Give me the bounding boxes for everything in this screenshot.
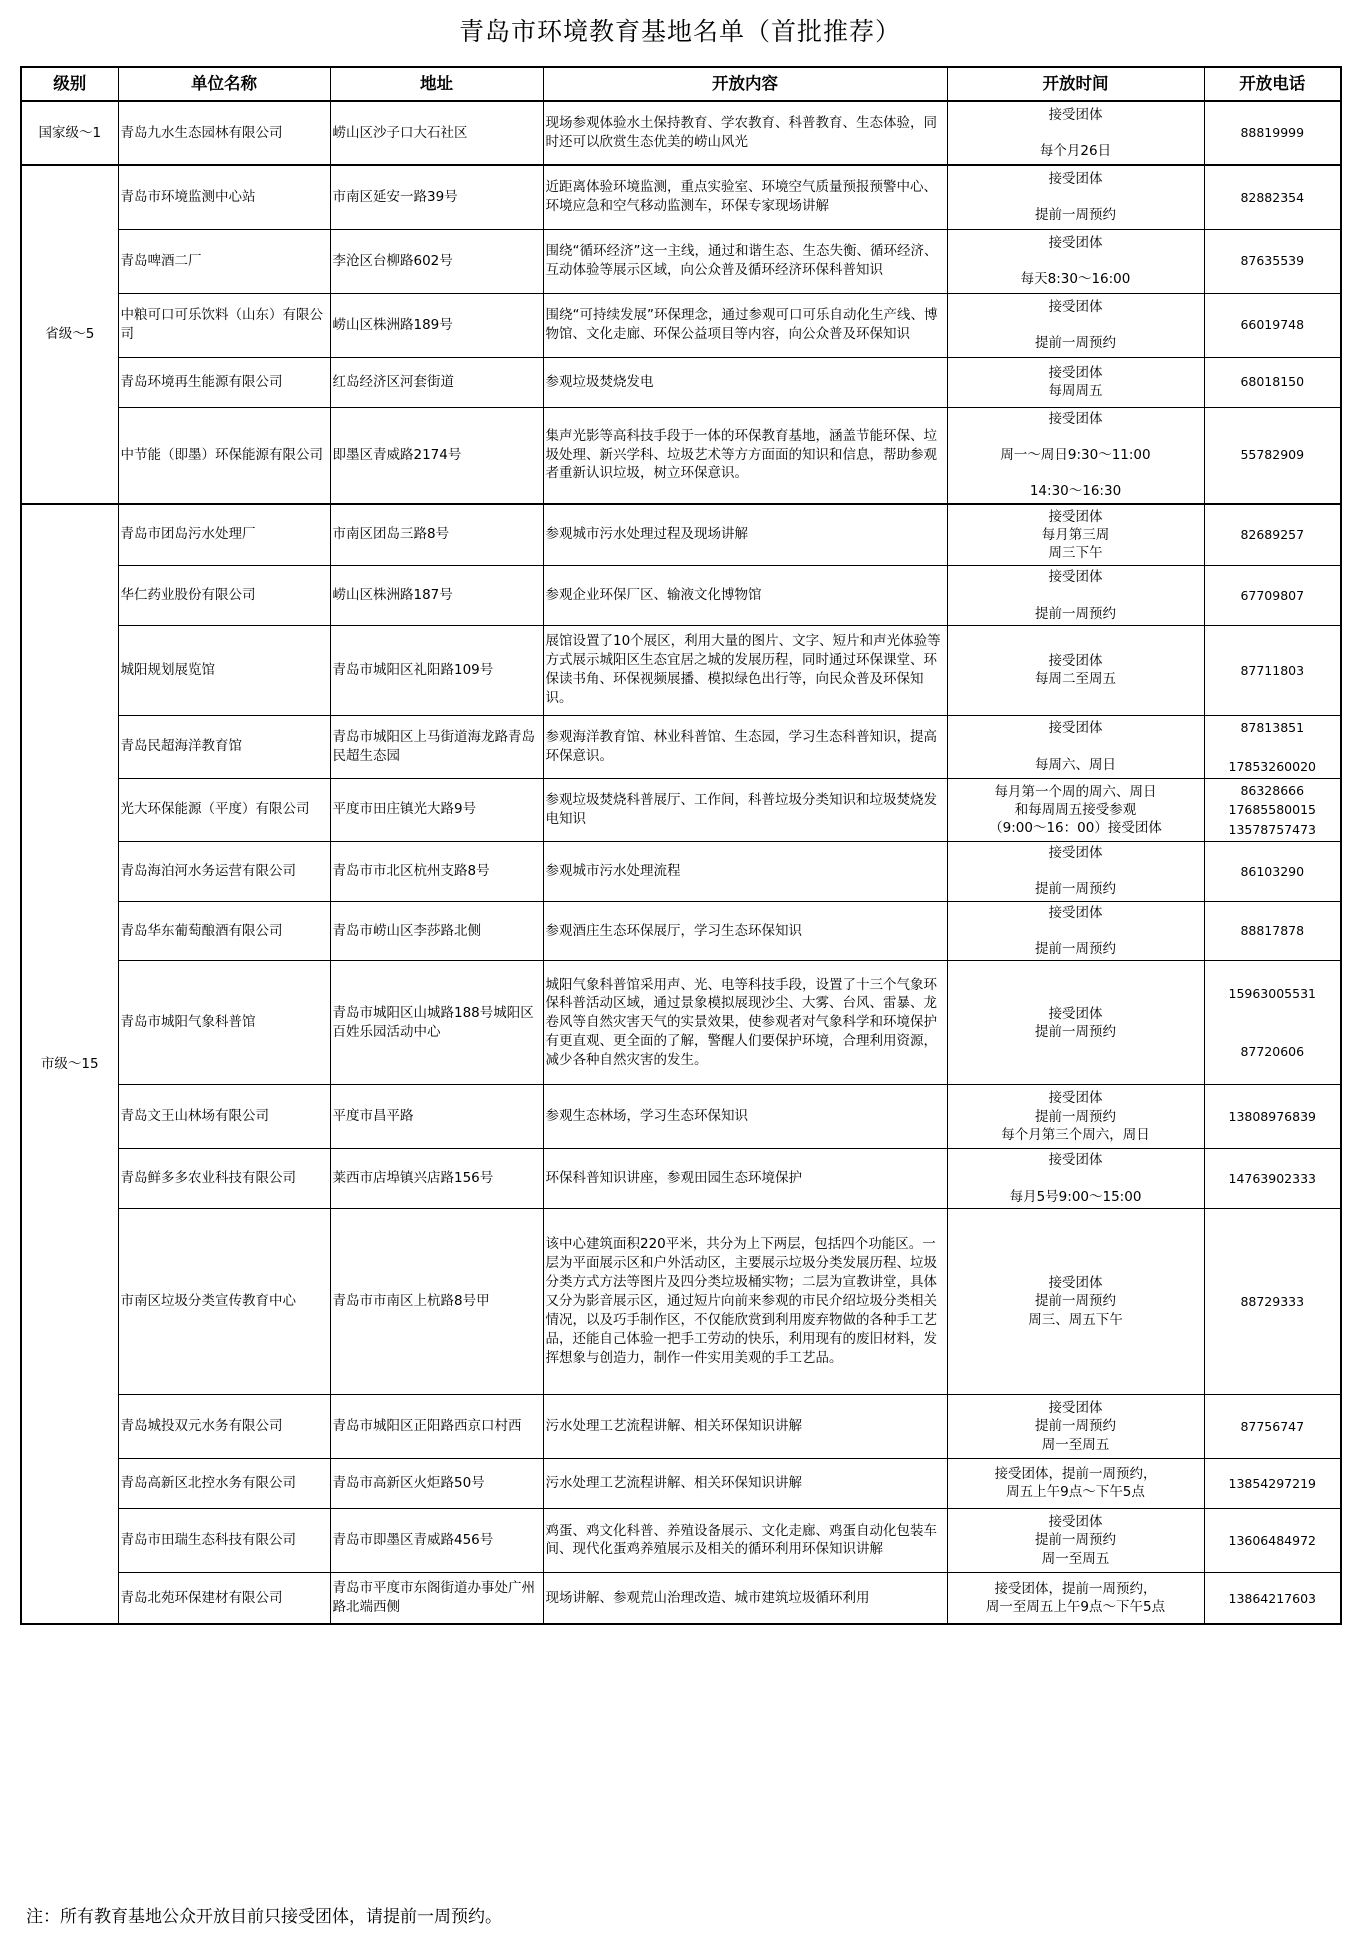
address-cell <box>330 101 543 165</box>
open-time-cell <box>947 901 1204 961</box>
table-row <box>21 566 1341 626</box>
unit-name-cell <box>118 1508 330 1572</box>
phone-cell-text: 87756747 <box>1240 1418 1305 1434</box>
unit-name-cell-text: 青岛环境再生能源有限公司 <box>120 373 283 390</box>
open-time-cell-text: 接受团体 提前一周预约 <box>1035 904 1116 958</box>
phone-cell <box>1204 901 1341 961</box>
unit-name-cell-text: 青岛市田瑞生态科技有限公司 <box>120 1532 296 1549</box>
table-row <box>21 1394 1341 1458</box>
open-time-cell-text: 接受团体，提前一周预约， 周五上午9点～下午5点 <box>994 1466 1157 1501</box>
open-time-cell <box>947 1208 1204 1394</box>
content-cell <box>543 101 947 165</box>
content-cell-text: 参观企业环保厂区、输液文化博物馆 <box>545 586 762 603</box>
open-time-cell <box>947 715 1204 778</box>
table-row <box>21 1149 1341 1209</box>
phone-cell <box>1204 625 1341 715</box>
open-time-cell <box>947 165 1204 229</box>
address-cell <box>330 1149 543 1209</box>
phone-cell-text: 15963005531 87720606 <box>1228 986 1316 1060</box>
unit-name-cell <box>118 1208 330 1394</box>
content-cell-text: 城阳气象科普馆采用声、光、电等科技手段，设置了十三个气象环保科普活动区域，通过景象模拟展现沙尘、大雾、台风、雷暴、龙卷风等自然灾害天气的实景效果，使参观者对气象科学和环境保护有更直观、更全面的了解，警醒人们要保护环境，合理利用资源，减少各种自然灾害的发生。 <box>545 976 937 1069</box>
header-content: 开放内容 <box>543 67 947 101</box>
unit-name-cell <box>118 842 330 902</box>
address-cell-text: 崂山区株洲路187号 <box>332 586 453 603</box>
address-cell <box>330 625 543 715</box>
phone-cell <box>1204 1572 1341 1624</box>
address-cell <box>330 778 543 841</box>
content-cell <box>543 842 947 902</box>
content-cell-text: 参观酒庄生态环保展厅，学习生态环保知识 <box>545 922 802 939</box>
content-cell <box>543 1208 947 1394</box>
content-cell <box>543 1394 947 1458</box>
unit-name-cell <box>118 715 330 778</box>
footnote: 注：所有教育基地公众开放目前只接受团体，请提前一周预约。 <box>26 1907 502 1927</box>
open-time-cell <box>947 1508 1204 1572</box>
open-time-cell <box>947 842 1204 902</box>
table-row <box>21 1085 1341 1149</box>
phone-cell-text: 55782909 <box>1240 447 1305 463</box>
address-cell-text: 市南区延安一路39号 <box>332 188 458 205</box>
unit-name-cell <box>118 1085 330 1149</box>
unit-name-cell-text: 青岛文王山林场有限公司 <box>120 1108 269 1125</box>
content-cell <box>543 229 947 293</box>
phone-cell <box>1204 165 1341 229</box>
open-time-cell <box>947 1085 1204 1149</box>
content-cell <box>543 1149 947 1209</box>
content-cell <box>543 625 947 715</box>
open-time-cell-text: 接受团体 提前一周预约 周一至周五 <box>1035 1400 1116 1453</box>
address-cell-text: 青岛市平度市东阁街道办事处广州路北端西侧 <box>332 1580 535 1616</box>
open-time-cell-text: 接受团体 每个月26日 <box>1039 106 1112 160</box>
unit-name-cell-text: 青岛九水生态园林有限公司 <box>120 124 283 141</box>
open-time-cell-text: 接受团体，提前一周预约， 周一至周五上午9点～下午5点 <box>985 1581 1166 1616</box>
content-cell <box>543 165 947 229</box>
level-cell: 市级～15 <box>21 504 118 1625</box>
open-time-cell-text: 接受团体 每周周五 <box>1048 364 1103 399</box>
address-cell-text: 青岛市城阳区正阳路西京口村西 <box>332 1418 522 1435</box>
open-time-cell-text: 接受团体 提前一周预约 <box>1035 1005 1116 1040</box>
unit-name-cell-text: 青岛华东葡萄酿酒有限公司 <box>120 922 283 939</box>
content-cell <box>543 504 947 566</box>
phone-cell-text: 68018150 <box>1240 374 1305 390</box>
address-cell-text: 市南区团岛三路8号 <box>332 526 450 543</box>
content-cell <box>543 1458 947 1508</box>
open-time-cell-text: 接受团体 每周二至周五 <box>1035 653 1116 688</box>
content-cell <box>543 1508 947 1572</box>
content-cell <box>543 1085 947 1149</box>
unit-name-cell <box>118 625 330 715</box>
content-cell-text: 集声光影等高科技手段于一体的环保教育基地，涵盖节能环保、垃圾处理、新兴学科、垃圾艺术等方方面面的知识和信息，帮助参观者重新认识垃圾，树立环保意识。 <box>545 427 937 482</box>
phone-cell-text: 13854297219 <box>1228 1475 1316 1491</box>
open-time-cell <box>947 778 1204 841</box>
open-time-cell-text: 接受团体 提前一周预约 <box>1035 569 1116 622</box>
table-row <box>21 293 1341 357</box>
table-row <box>21 1208 1341 1394</box>
phone-cell <box>1204 566 1341 626</box>
address-cell-text: 李沧区台柳路602号 <box>332 252 453 269</box>
unit-name-cell <box>118 566 330 626</box>
content-cell-text: 参观海洋教育馆、林业科普馆、生态园，学习生态科普知识，提高环保意识。 <box>545 728 937 764</box>
address-cell <box>330 1458 543 1508</box>
table-row <box>21 1458 1341 1508</box>
table-row <box>21 1508 1341 1572</box>
phone-cell-text: 87635539 <box>1240 253 1305 269</box>
content-cell-text: 鸡蛋、鸡文化科普、养殖设备展示、文化走廊、鸡蛋自动化包装车间、现代化蛋鸡养殖展示及相关的循环利用环保知识讲解 <box>545 1522 937 1558</box>
phone-cell <box>1204 229 1341 293</box>
content-cell-text: 现场参观体验水土保持教育、学农教育、科普教育、生态体验，同时还可以欣赏生态优美的崂山风光 <box>545 115 937 150</box>
unit-name-cell <box>118 1572 330 1624</box>
address-cell-text: 莱西市店埠镇兴店路156号 <box>332 1170 494 1187</box>
open-time-cell <box>947 1149 1204 1209</box>
phone-cell-text: 82689257 <box>1240 527 1305 543</box>
phone-cell <box>1204 715 1341 778</box>
address-cell-text: 青岛市市南区上杭路8号甲 <box>332 1293 490 1310</box>
phone-cell-text: 82882354 <box>1240 189 1305 205</box>
unit-name-cell-text: 青岛民超海洋教育馆 <box>120 738 242 755</box>
address-cell <box>330 901 543 961</box>
content-cell-text: 参观城市污水处理流程 <box>545 862 681 879</box>
address-cell-text: 青岛市城阳区礼阳路109号 <box>332 661 494 678</box>
content-cell-text: 现场讲解、参观荒山治理改造、城市建筑垃圾循环利用 <box>545 1589 870 1606</box>
level-cell: 省级～5 <box>21 165 118 504</box>
header-phone: 开放电话 <box>1204 67 1341 101</box>
address-cell <box>330 1085 543 1149</box>
address-cell <box>330 504 543 566</box>
phone-cell-text: 88819999 <box>1240 125 1305 141</box>
unit-name-cell-text: 城阳规划展览馆 <box>120 661 215 678</box>
address-cell-text: 青岛市市北区杭州支路8号 <box>332 862 490 879</box>
table-row <box>21 778 1341 841</box>
table-row <box>21 961 1341 1085</box>
phone-cell-text: 13606484972 <box>1228 1532 1316 1548</box>
table-row <box>21 101 1341 165</box>
open-time-cell <box>947 1572 1204 1624</box>
address-cell <box>330 566 543 626</box>
phone-cell-text: 87711803 <box>1240 662 1305 678</box>
table-row <box>21 407 1341 504</box>
open-time-cell <box>947 1458 1204 1508</box>
phone-cell <box>1204 101 1341 165</box>
content-cell-text: 参观城市污水处理过程及现场讲解 <box>545 526 748 543</box>
address-cell <box>330 961 543 1085</box>
phone-cell <box>1204 778 1341 841</box>
address-cell-text: 青岛市即墨区青威路456号 <box>332 1532 494 1549</box>
open-time-cell-text: 接受团体 提前一周预约 周三、周五下午 <box>1028 1275 1123 1328</box>
address-cell <box>330 407 543 504</box>
table-body <box>21 101 1341 1624</box>
open-time-cell <box>947 407 1204 504</box>
content-cell-text: 参观垃圾焚烧发电 <box>545 373 654 390</box>
address-cell-text: 平度市田庄镇光大路9号 <box>332 801 477 818</box>
phone-cell <box>1204 1208 1341 1394</box>
header-level: 级别 <box>21 67 118 101</box>
open-time-cell-text: 每月第一个周的周六、周日 和每周周五接受参观 （9:00～16：00）接受团体 <box>989 783 1162 837</box>
table-row <box>21 504 1341 566</box>
unit-name-cell <box>118 101 330 165</box>
unit-name-cell-text: 青岛市城阳气象科普馆 <box>120 1014 256 1031</box>
table-row <box>21 715 1341 778</box>
table-row <box>21 842 1341 902</box>
phone-cell-text: 67709807 <box>1240 587 1305 603</box>
phone-cell <box>1204 1149 1341 1209</box>
open-time-cell <box>947 625 1204 715</box>
content-cell-text: 近距离体验环境监测，重点实验室、环境空气质量预报预警中心、环境应急和空气移动监测车，环保专家现场讲解 <box>545 179 937 215</box>
phone-cell <box>1204 842 1341 902</box>
address-cell <box>330 293 543 357</box>
table-row <box>21 165 1341 229</box>
content-cell <box>543 407 947 504</box>
address-cell <box>330 842 543 902</box>
phone-cell-text: 13808976839 <box>1228 1109 1316 1125</box>
phone-cell-text: 13864217603 <box>1228 1590 1316 1606</box>
content-cell <box>543 293 947 357</box>
unit-name-cell <box>118 901 330 961</box>
table-row <box>21 901 1341 961</box>
phone-cell-text: 87813851 17853260020 <box>1228 719 1316 774</box>
open-time-cell-text: 接受团体 提前一周预约 周一至周五 <box>1035 1514 1116 1567</box>
unit-name-cell <box>118 229 330 293</box>
content-cell-text: 污水处理工艺流程讲解、相关环保知识讲解 <box>545 1475 802 1492</box>
address-cell-text: 崂山区沙子口大石社区 <box>332 124 468 141</box>
address-cell <box>330 715 543 778</box>
table-row <box>21 229 1341 293</box>
unit-name-cell-text: 青岛啤酒二厂 <box>120 252 202 269</box>
address-cell-text: 青岛市崂山区李莎路北侧 <box>332 922 481 939</box>
open-time-cell <box>947 1394 1204 1458</box>
open-time-cell-text: 接受团体 每月5号9:00～15:00 <box>1009 1152 1142 1205</box>
unit-name-cell <box>118 961 330 1085</box>
phone-cell-text: 88729333 <box>1240 1293 1305 1309</box>
open-time-cell <box>947 229 1204 293</box>
unit-name-cell-text: 青岛市环境监测中心站 <box>120 188 256 205</box>
address-cell-text: 青岛市城阳区山城路188号城阳区百姓乐园活动中心 <box>332 1004 534 1040</box>
unit-name-cell-text: 青岛海泊河水务运营有限公司 <box>120 862 296 879</box>
address-cell <box>330 1208 543 1394</box>
phone-cell-text: 14763902333 <box>1228 1170 1316 1186</box>
address-cell <box>330 165 543 229</box>
address-cell <box>330 1394 543 1458</box>
header-unit-name: 单位名称 <box>118 67 330 101</box>
phone-cell-text: 86328666 17685580015 13578757473 <box>1228 782 1316 837</box>
phone-cell <box>1204 1085 1341 1149</box>
open-time-cell-text: 接受团体 每周六、周日 <box>1035 720 1116 773</box>
unit-name-cell-text: 青岛北苑环保建材有限公司 <box>120 1589 283 1606</box>
open-time-cell <box>947 566 1204 626</box>
open-time-cell <box>947 101 1204 165</box>
open-time-cell-text: 接受团体 每月第三周 周三下午 <box>1041 508 1110 561</box>
unit-name-cell-text: 中节能（即墨）环保能源有限公司 <box>120 446 323 463</box>
address-cell <box>330 357 543 407</box>
content-cell-text: 参观生态林场，学习生态环保知识 <box>545 1108 748 1125</box>
unit-name-cell <box>118 1394 330 1458</box>
address-cell-text: 平度市昌平路 <box>332 1108 414 1125</box>
phone-cell <box>1204 504 1341 566</box>
unit-name-cell-text: 青岛鲜多多农业科技有限公司 <box>120 1170 296 1187</box>
phone-cell <box>1204 961 1341 1085</box>
unit-name-cell <box>118 504 330 566</box>
unit-name-cell-text: 青岛高新区北控水务有限公司 <box>120 1475 296 1492</box>
address-cell-text: 青岛市高新区火炬路50号 <box>332 1475 485 1492</box>
content-cell <box>543 715 947 778</box>
content-cell-text: 参观垃圾焚烧科普展厅、工作间，科普垃圾分类知识和垃圾焚烧发电知识 <box>545 792 937 827</box>
content-cell <box>543 901 947 961</box>
page-title: 青岛市环境教育基地名单（首批推荐） <box>458 17 901 46</box>
unit-name-cell <box>118 407 330 504</box>
open-time-cell <box>947 504 1204 566</box>
address-cell-text: 红岛经济区河套街道 <box>332 373 454 390</box>
unit-name-cell-text: 市南区垃圾分类宣传教育中心 <box>120 1293 296 1310</box>
phone-cell <box>1204 1508 1341 1572</box>
content-cell-text: 污水处理工艺流程讲解、相关环保知识讲解 <box>545 1418 802 1435</box>
content-cell-text: 该中心建筑面积220平米，共分为上下两层，包括四个功能区。一层为平面展示区和户外活动区，主要展示垃圾分类发展历程、垃圾分类方式方法等图片及四分类垃圾桶实物；二层为宣教讲堂，具体又分为影音展示区，通过短片向前来参观的市民介绍垃圾分类相关情况，以及巧手制作区，不仅能欣赏到利用废弃物做的各种手工艺品，还能自己体验一把手工劳动的快乐，利用现有的废旧材料，发挥想象与创造力，制作一件实用美观的手工艺品。 <box>545 1236 937 1366</box>
phone-cell <box>1204 357 1341 407</box>
phone-cell <box>1204 1458 1341 1508</box>
header-open-time: 开放时间 <box>947 67 1204 101</box>
content-cell <box>543 566 947 626</box>
phone-cell <box>1204 293 1341 357</box>
open-time-cell-text: 接受团体 周一～周日9:30～11:00 14:30～16:30 <box>1000 410 1151 500</box>
open-time-cell-text: 接受团体 提前一周预约 <box>1035 845 1116 898</box>
address-cell <box>330 1572 543 1624</box>
table-row <box>21 625 1341 715</box>
unit-name-cell-text: 中粮可口可乐饮料（山东）有限公司 <box>120 307 323 342</box>
content-cell-text: 展馆设置了10个展区，利用大量的图片、文字、短片和声光体验等方式展示城阳区生态宜居之城的发展历程，同时通过环保课堂、环保读书角、环保视频展播、模拟绿色出行等，向民众普及环保知识。 <box>545 633 941 707</box>
open-time-cell-text: 接受团体 每天8:30～16:00 <box>1020 234 1131 288</box>
open-time-cell-text: 接受团体 提前一周预约 <box>1035 170 1116 224</box>
phone-cell-text: 88817878 <box>1240 923 1305 939</box>
open-time-cell-text: 接受团体 提前一周预约 每个月第三个周六，周日 <box>1001 1090 1150 1143</box>
table-row <box>21 1572 1341 1624</box>
content-cell-text: 围绕“可持续发展”环保理念，通过参观可口可乐自动化生产线、博物馆、文化走廊、环保公益项目等内容，向公众普及环保知识 <box>545 307 938 342</box>
open-time-cell-text: 接受团体 提前一周预约 <box>1035 298 1116 352</box>
unit-name-cell <box>118 293 330 357</box>
unit-name-cell <box>118 1458 330 1508</box>
unit-name-cell <box>118 778 330 841</box>
unit-name-cell <box>118 1149 330 1209</box>
open-time-cell <box>947 357 1204 407</box>
table-row <box>21 357 1341 407</box>
phone-cell <box>1204 1394 1341 1458</box>
open-time-cell <box>947 961 1204 1085</box>
address-cell-text: 青岛市城阳区上马街道海龙路青岛民超生态园 <box>332 728 535 764</box>
content-cell-text: 围绕“循环经济”这一主线，通过和谐生态、生态失衡、循环经济、互动体验等展示区域，向公众普及循环经济环保科普知识 <box>545 243 938 278</box>
address-cell <box>330 229 543 293</box>
education-base-table <box>20 66 1342 1625</box>
header-address: 地址 <box>330 67 543 101</box>
phone-cell-text: 66019748 <box>1240 317 1305 333</box>
content-cell-text: 环保科普知识讲座，参观田园生态环境保护 <box>545 1170 802 1187</box>
phone-cell <box>1204 407 1341 504</box>
content-cell <box>543 778 947 841</box>
content-cell <box>543 357 947 407</box>
address-cell-text: 即墨区青威路2174号 <box>332 446 462 463</box>
address-cell <box>330 1508 543 1572</box>
unit-name-cell-text: 青岛城投双元水务有限公司 <box>120 1418 283 1435</box>
open-time-cell <box>947 293 1204 357</box>
unit-name-cell-text: 青岛市团岛污水处理厂 <box>120 526 256 543</box>
level-cell: 国家级～1 <box>21 101 118 165</box>
phone-cell-text: 86103290 <box>1240 863 1305 879</box>
unit-name-cell <box>118 165 330 229</box>
content-cell <box>543 961 947 1085</box>
table-header-row <box>21 67 1341 101</box>
address-cell-text: 崂山区株洲路189号 <box>332 316 453 333</box>
unit-name-cell <box>118 357 330 407</box>
unit-name-cell-text: 华仁药业股份有限公司 <box>120 586 256 603</box>
unit-name-cell-text: 光大环保能源（平度）有限公司 <box>120 801 310 818</box>
content-cell <box>543 1572 947 1624</box>
